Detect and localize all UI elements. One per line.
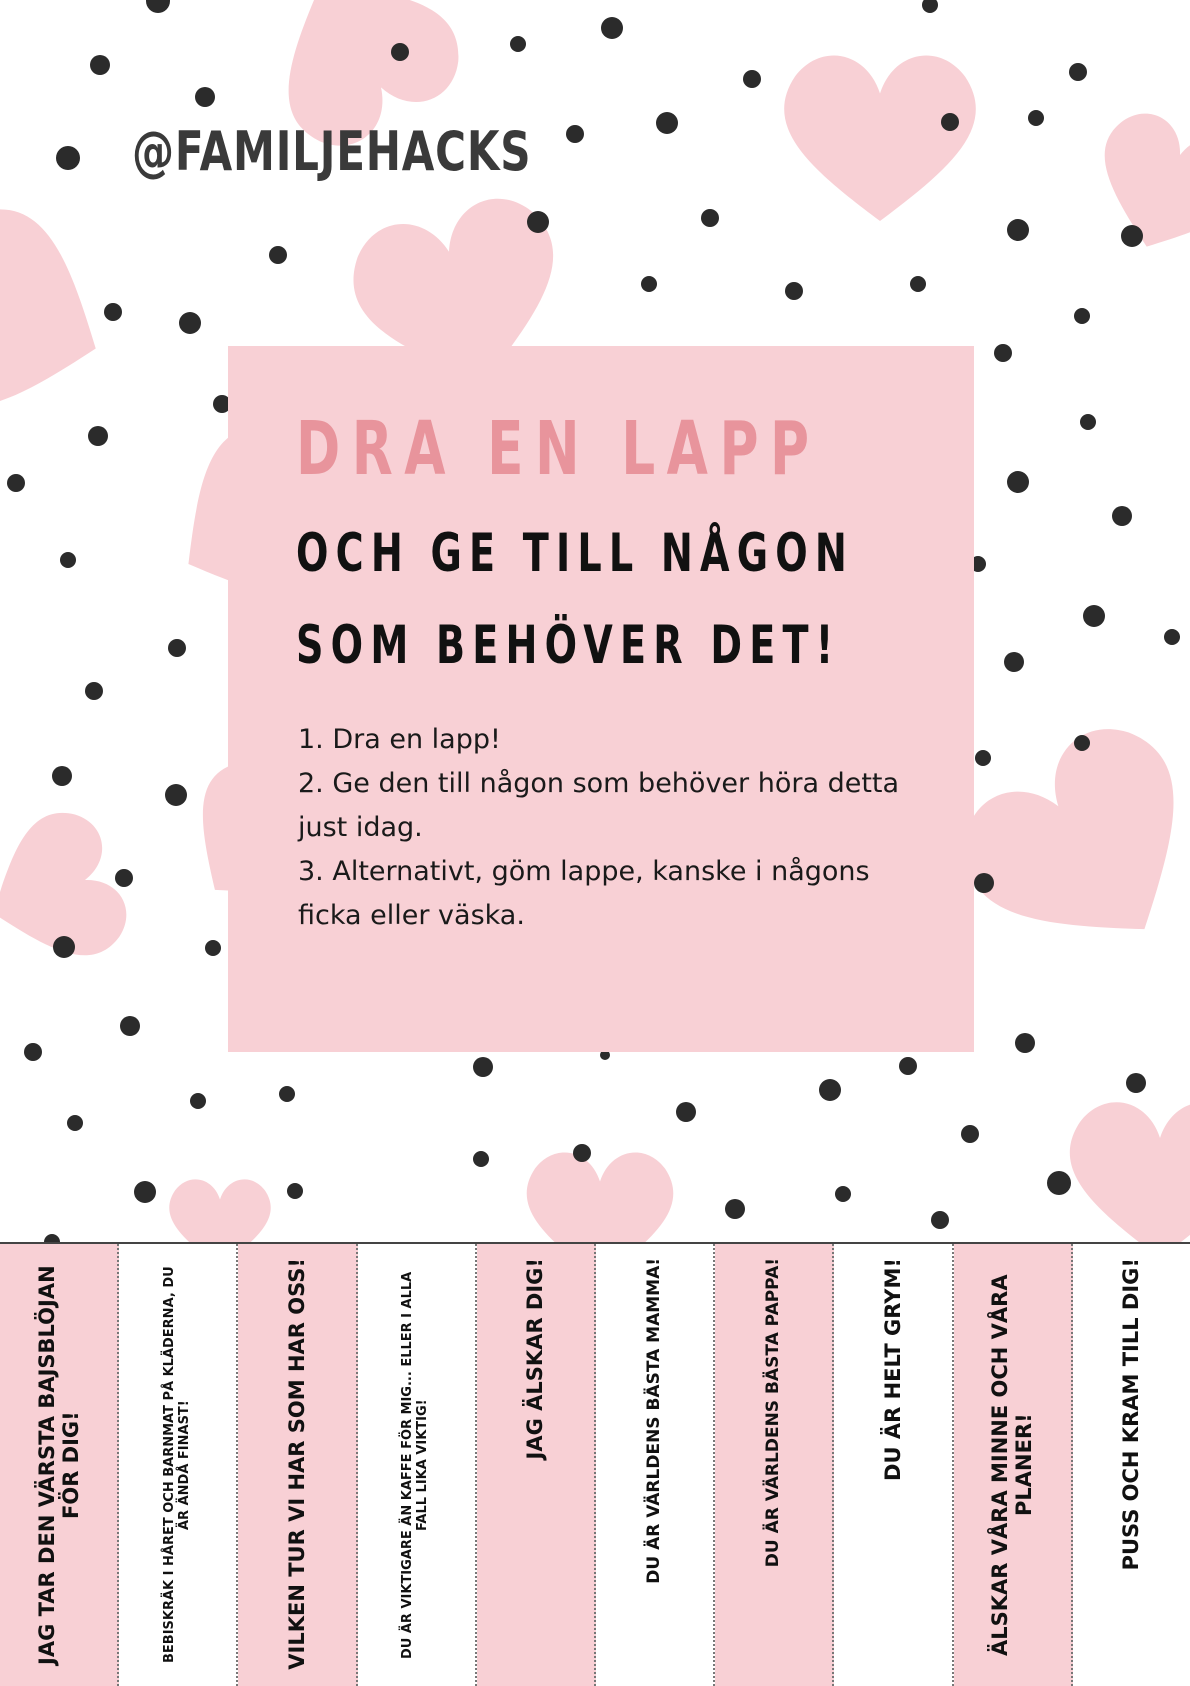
polka-dot — [24, 1043, 42, 1061]
strip-text: DU ÄR VIKTIGARE ÄN KAFFE FÖR MIG... ELLER I ALLA FALL LIKA VIKTIG! — [400, 1271, 431, 1659]
polka-dot — [473, 1151, 489, 1167]
polka-dot — [279, 1086, 295, 1102]
instruction-steps — [298, 718, 938, 938]
polka-dot — [287, 1183, 303, 1199]
tear-off-strip[interactable] — [119, 1244, 238, 1686]
polka-dot — [566, 125, 584, 143]
strip-text: JAG TAR DEN VÄRSTA BAJSBLÖJAN FÖR DIG! — [34, 1265, 83, 1665]
polka-dot — [67, 1115, 83, 1131]
tear-off-strip[interactable] — [715, 1244, 834, 1686]
polka-dot — [269, 246, 287, 264]
polka-dot — [473, 1057, 493, 1077]
polka-dot — [1028, 110, 1044, 126]
subtitle-line-1: OCH GE TILL NÅGON — [296, 523, 855, 584]
polka-dot — [994, 344, 1012, 362]
polka-dot — [146, 0, 170, 13]
polka-dot — [60, 552, 76, 568]
polka-dot — [941, 113, 959, 131]
polka-dot — [1004, 652, 1024, 672]
polka-dot — [573, 1144, 591, 1162]
polka-dot — [168, 639, 186, 657]
polka-dot — [1083, 605, 1105, 627]
polka-dot — [725, 1199, 745, 1219]
polka-dot — [656, 112, 678, 134]
polka-dot — [120, 1016, 140, 1036]
polka-dot — [1069, 63, 1087, 81]
polka-dot — [391, 43, 409, 61]
tear-off-strip[interactable] — [238, 1244, 357, 1686]
polka-dot — [1047, 1171, 1071, 1195]
polka-dot — [1080, 414, 1096, 430]
tear-off-strip[interactable] — [834, 1244, 953, 1686]
polka-dot — [743, 70, 761, 88]
polka-dot — [85, 682, 103, 700]
polka-dot — [179, 312, 201, 334]
polka-dot — [701, 209, 719, 227]
polka-dot — [1007, 471, 1029, 493]
strip-text: DU ÄR VÄRLDENS BÄSTA PAPPA! — [763, 1258, 784, 1568]
polka-dot — [1121, 225, 1143, 247]
polka-dot — [190, 1093, 206, 1109]
polka-dot — [899, 1057, 917, 1075]
strip-text: DU ÄR HELT GRYM! — [880, 1258, 905, 1481]
polka-dot — [601, 17, 623, 39]
strip-text: VILKEN TUR VI HAR SOM HAR OSS! — [284, 1258, 309, 1670]
tear-off-strips — [0, 1242, 1190, 1686]
tear-off-strip[interactable] — [477, 1244, 596, 1686]
heart-shape — [940, 705, 1190, 994]
strip-text: JAG ÄLSKAR DIG! — [523, 1258, 548, 1460]
heart-shape — [527, 1152, 674, 1250]
polka-dot — [134, 1181, 156, 1203]
polka-dot — [1015, 1033, 1035, 1053]
polka-dot — [1007, 219, 1029, 241]
strip-text: DU ÄR VÄRLDENS BÄSTA MAMMA! — [643, 1258, 664, 1584]
polka-dot — [195, 87, 215, 107]
polka-dot — [52, 766, 72, 786]
polka-dot — [1074, 308, 1090, 324]
heart-shape — [169, 1179, 270, 1250]
step-item: 3. Alternativt, göm lappe, kanske i någons ficka eller väska. — [298, 856, 870, 931]
polka-dot — [7, 474, 25, 492]
polka-dot — [910, 276, 926, 292]
polka-dot — [835, 1186, 851, 1202]
step-item: 2. Ge den till någon som behöver höra detta just idag. — [298, 768, 900, 843]
tear-off-strip[interactable] — [0, 1244, 119, 1686]
instruction-card — [228, 346, 974, 1052]
tear-off-strip[interactable] — [1073, 1244, 1190, 1686]
polka-dot — [974, 873, 994, 893]
polka-dot — [53, 936, 75, 958]
step-item: 1. Dra en lapp! — [298, 724, 501, 755]
polka-dot — [922, 0, 938, 13]
page-subtitle — [296, 508, 854, 692]
polka-dot — [1112, 506, 1132, 526]
brand-handle: @FAMILJEHACKS — [132, 120, 532, 183]
heart-shape — [784, 56, 976, 221]
strip-text: ÄLSKAR VÅRA MINNE OCH VÅRA PLANER! — [988, 1274, 1037, 1656]
polka-dot — [1126, 1073, 1146, 1093]
polka-dot — [527, 211, 549, 233]
polka-dot — [785, 282, 803, 300]
polka-dot — [205, 940, 221, 956]
subtitle-line-2: SOM BEHÖVER DET! — [296, 615, 841, 676]
polka-dot — [1074, 735, 1090, 751]
polka-dot — [641, 276, 657, 292]
polka-dot — [931, 1211, 949, 1229]
polka-dot — [165, 784, 187, 806]
polka-dot — [510, 36, 526, 52]
strip-text: BEBISKRÄK I HÅRET OCH BARNMAT PÅ KLÄDERNA, DU ÄR ÄNDÅ FINAST! — [161, 1266, 192, 1664]
polka-dot — [819, 1079, 841, 1101]
polka-dot — [961, 1125, 979, 1143]
heart-shape — [1070, 1102, 1190, 1250]
polka-dot — [975, 750, 991, 766]
tear-off-strip[interactable] — [954, 1244, 1073, 1686]
polka-dot — [88, 426, 108, 446]
polka-dot — [104, 303, 122, 321]
polka-dot — [676, 1102, 696, 1122]
page-title: DRA EN LAPP — [296, 406, 821, 492]
tear-off-strip[interactable] — [358, 1244, 477, 1686]
polka-dot — [1164, 629, 1180, 645]
strip-text: PUSS OCH KRAM TILL DIG! — [1119, 1258, 1144, 1571]
polka-dot — [115, 869, 133, 887]
polka-dot — [90, 55, 110, 75]
polka-dot — [56, 146, 80, 170]
tear-off-strip[interactable] — [596, 1244, 715, 1686]
